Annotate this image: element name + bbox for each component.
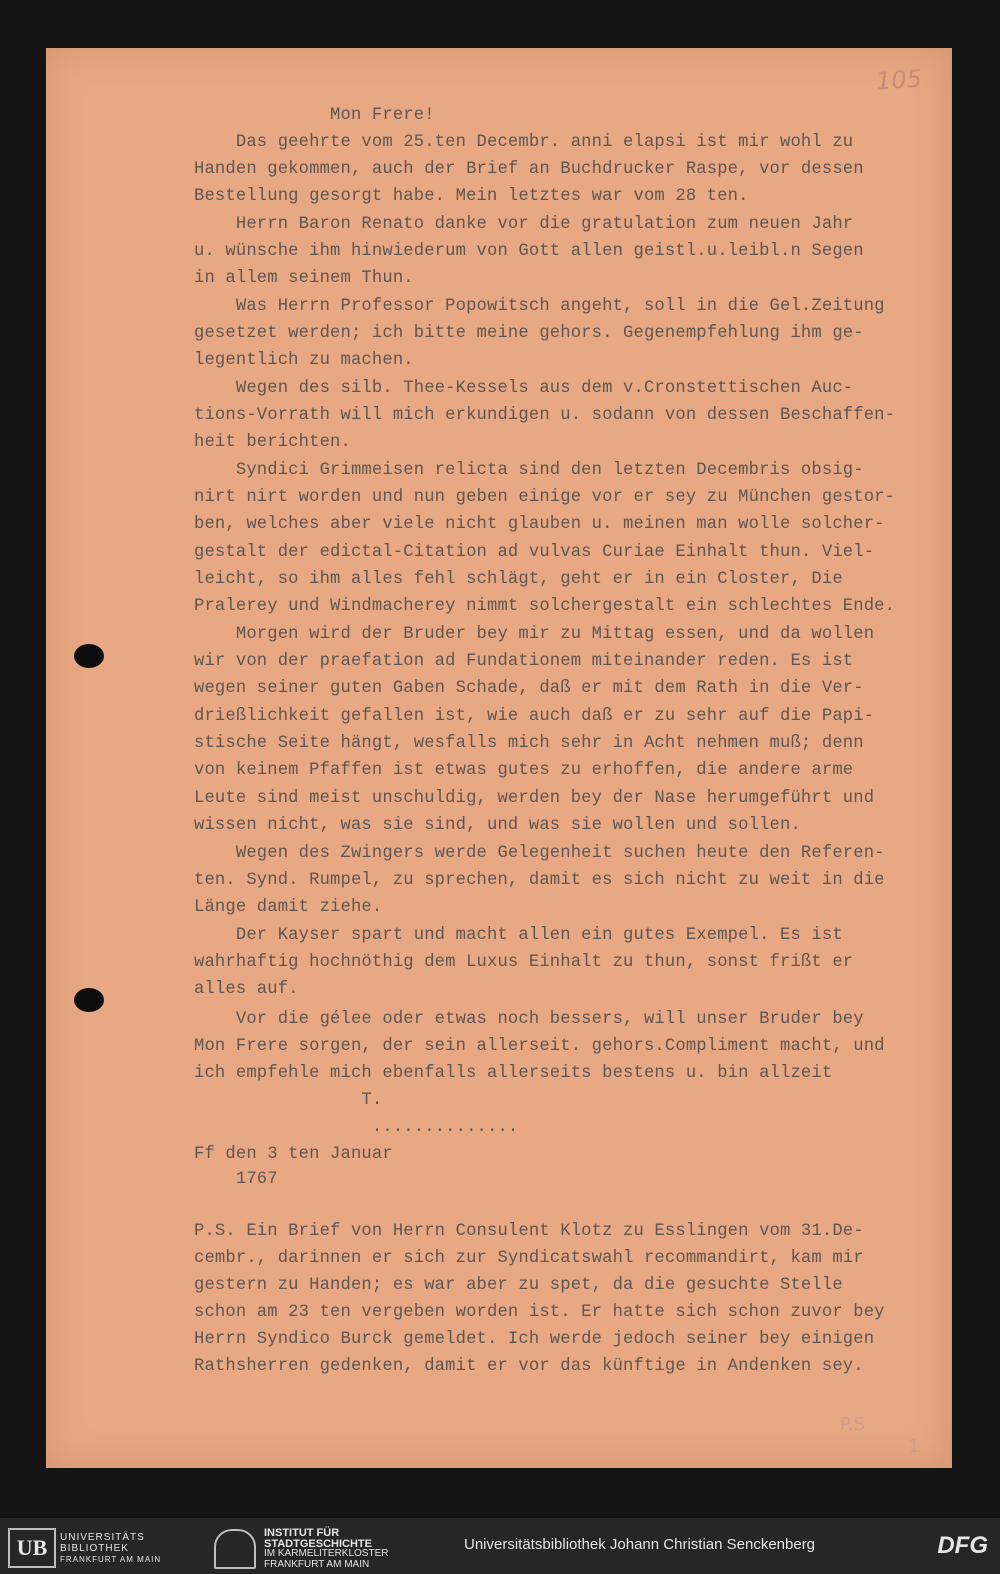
- ub-mark-icon: UB: [8, 1528, 56, 1568]
- letter-line: wahrhaftig hochnöthig dem Luxus Einhalt zu thun, sonst frißt er: [194, 953, 854, 972]
- isg-logo[interactable]: [214, 1528, 388, 1570]
- letter-line: Vor die gélee oder etwas noch bessers, will unser Bruder bey: [194, 1010, 864, 1029]
- letter-line: Mon Frere sorgen, der sein allerseit. gehors.Compliment macht, und: [194, 1037, 885, 1056]
- letter-line: ten. Synd. Rumpel, zu sprechen, damit es sich nicht zu weit in die: [194, 871, 885, 890]
- letter-line: ich empfehle mich ebenfalls allerseits bestens u. bin allzeit: [194, 1064, 833, 1083]
- isg-line-2: STADTGESCHICHTE: [264, 1537, 372, 1550]
- letter-line: Wegen des Zwingers werde Gelegenheit suchen heute den Referen-: [194, 844, 885, 863]
- letter-line: leicht, so ihm alles fehl schlägt, geht er in ein Closter, Die: [194, 570, 843, 589]
- ub-logo[interactable]: [8, 1528, 161, 1568]
- letter-line: cembr., darinnen er sich zur Syndicatswahl recommandirt, kam mir: [194, 1249, 864, 1268]
- letter-line: Bestellung gesorgt habe. Mein letztes war vom 28 ten.: [194, 187, 749, 206]
- letter-line: Länge damit ziehe.: [194, 898, 383, 917]
- arch-icon: [214, 1529, 256, 1569]
- ub-line-2: BIBLIOTHEK: [60, 1542, 129, 1554]
- letter-line: alles auf.: [194, 980, 299, 999]
- letter-line: u. wünsche ihm hinwiederum von Gott allen geistl.u.leibl.n Segen: [194, 242, 864, 261]
- letter-line: stische Seite hängt, wesfalls mich sehr in Acht nehmen muß; denn: [194, 734, 864, 753]
- document-page: [46, 48, 952, 1468]
- letter-line: wissen nicht, was sie sind, und was sie wollen und sollen.: [194, 816, 801, 835]
- letter-line: Ff den 3 ten Januar: [194, 1145, 393, 1164]
- footer-bar: [0, 1518, 1000, 1574]
- letter-line: Mon Frere!: [194, 106, 435, 125]
- letter-line: gestalt der edictal-Citation ad vulvas Curiae Einhalt thun. Viel-: [194, 543, 875, 562]
- letter-line: schon am 23 ten vergeben worden ist. Er hatte sich schon zuvor bey: [194, 1303, 885, 1322]
- punch-hole-top: [74, 644, 104, 668]
- letter-line: Syndici Grimmeisen relicta sind den letzten Decembris obsig-: [194, 461, 864, 480]
- letter-line: Was Herrn Professor Popowitsch angeht, soll in die Gel.Zeitung: [194, 297, 885, 316]
- letter-line: gestern zu Handen; es war aber zu spet, da die gesuchte Stelle: [194, 1276, 843, 1295]
- letter-line: Das geehrte vom 25.ten Decembr. anni elapsi ist mir wohl zu: [194, 133, 854, 152]
- letter-line: Rathsherren gedenken, damit er vor das künftige in Andenken sey.: [194, 1357, 864, 1376]
- pencil-note: P.S: [840, 1414, 866, 1435]
- letter-line: wegen seiner guten Gaben Schade, daß er mit dem Rath in die Ver-: [194, 679, 864, 698]
- letter-line: Der Kayser spart und macht allen ein gutes Exempel. Es ist: [194, 926, 843, 945]
- letter-line: legentlich zu machen.: [194, 351, 414, 370]
- isg-line-4: FRANKFURT AM MAIN: [264, 1558, 370, 1570]
- dfg-logo[interactable]: DFG: [937, 1532, 988, 1559]
- isg-line-3: IM KARMELITERKLOSTER: [264, 1548, 389, 1559]
- library-credit: Universitätsbibliothek Johann Christian Senckenberg: [464, 1536, 816, 1553]
- punch-hole-bottom: [74, 988, 104, 1012]
- letter-line: drießlichkeit gefallen ist, wie auch daß er zu sehr auf die Papi-: [194, 707, 875, 726]
- letter-line: nirt nirt worden und nun geben einige vor er sey zu München gestor-: [194, 488, 896, 507]
- letter-line: ben, welches aber viele nicht glauben u. meinen man wolle solcher-: [194, 515, 885, 534]
- letter-line: ..............: [194, 1118, 519, 1137]
- letter-line: Leute sind meist unschuldig, werden bey der Nase herumgeführt und: [194, 789, 875, 808]
- ub-line-1: UNIVERSITÄTS: [60, 1531, 145, 1543]
- letter-line: Wegen des silb. Thee-Kessels aus dem v.Cronstettischen Auc-: [194, 379, 854, 398]
- letter-line: 1767: [194, 1170, 278, 1189]
- letter-line: Morgen wird der Bruder bey mir zu Mittag essen, und da wollen: [194, 625, 875, 644]
- isg-line-1: INSTITUT FÜR: [264, 1527, 340, 1539]
- letter-line: von keinem Pfaffen ist etwas gutes zu erhoffen, die andere arme: [194, 761, 854, 780]
- letter-line: in allem seinem Thun.: [194, 269, 414, 288]
- letter-line: gesetzet werden; ich bitte meine gehors. Gegenempfehlung ihm ge-: [194, 324, 864, 343]
- letter-line: T.: [194, 1091, 383, 1110]
- letter-line: Herrn Syndico Burck gemeldet. Ich werde jedoch seiner bey einigen: [194, 1330, 875, 1349]
- ub-line-3: FRANKFURT AM MAIN: [60, 1554, 162, 1564]
- letter-line: P.S. Ein Brief von Herrn Consulent Klotz zu Esslingen vom 31.De-: [194, 1222, 864, 1241]
- letter-line: heit berichten.: [194, 433, 351, 452]
- folio-number: 105: [875, 64, 923, 96]
- letter-line: Handen gekommen, auch der Brief an Buchdrucker Raspe, vor dessen: [194, 160, 864, 179]
- letter-line: Herrn Baron Renato danke vor die gratulation zum neuen Jahr: [194, 215, 854, 234]
- letter-line: tions-Vorrath will mich erkundigen u. sodann von dessen Beschaffen-: [194, 406, 896, 425]
- pencil-page-number: 1: [908, 1436, 920, 1457]
- letter-line: wir von der praefation ad Fundationem miteinander reden. Es ist: [194, 652, 854, 671]
- letter-line: Pralerey und Windmacherey nimmt solchergestalt ein schlechtes Ende.: [194, 597, 896, 616]
